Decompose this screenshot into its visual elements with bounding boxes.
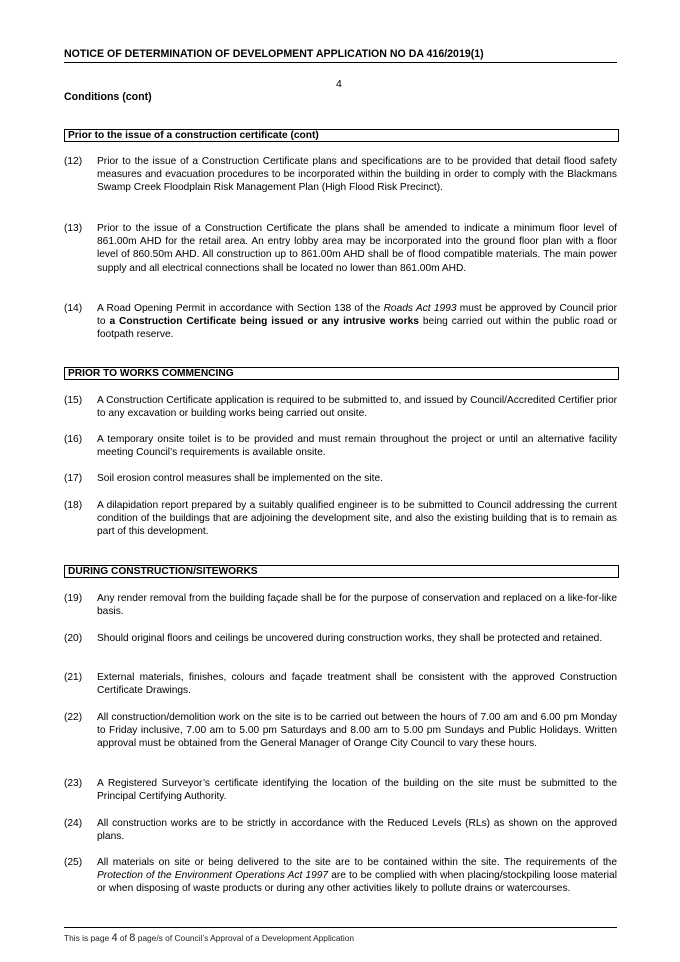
condition-text-part: must be approved by Council prior to [97,303,617,328]
condition-item [64,394,617,420]
act-name: Protection of the Environment Operations Act 1997 [97,870,329,882]
condition-item [64,671,617,697]
condition-number: (13) [64,223,83,234]
condition-number: (14) [64,303,83,314]
condition-text: Prior to the issue of a Construction Certificate the plans shall be amended to indicate a minimum floor level of 861.00m AHD for the retail area. An entry lobby area may be incorporated into the ground floor plan with a floor level of 860.50m AHD. All construction up to 861.00m AHD shall be of flood compatible materials. The main power supply and all electrical connections shall be located no lower than 861.00m AHD. [97,223,617,274]
condition-emphasis: a Construction Certificate being issued or any intrusive works [109,316,419,328]
footer-total: 8 [129,932,136,944]
condition-text-part: All materials on site or being delivered to the site are to be contained within the site. The requirements of the [97,857,617,868]
condition-number: (21) [64,672,83,683]
condition-number: (12) [64,156,83,167]
footer-suffix: page/s of Council’s Approval of a Development Application [135,933,355,943]
condition-item [64,433,617,459]
condition-item [64,632,617,645]
header-divider [64,62,617,63]
condition-number: (15) [64,395,83,406]
condition-item [64,817,617,843]
footer-prefix: This is page [64,933,112,943]
condition-item [64,222,617,275]
condition-text: A Construction Certificate application is required to be submitted to, and issued by Council/Accredited Certifier prior to any excavation or building works being carried out onsite. [97,395,617,420]
condition-text [97,302,617,342]
page-number: 4 [336,78,342,90]
condition-text [97,856,617,896]
condition-text: All construction works are to be strictly in accordance with the Reduced Levels (RLs) as shown on the approved plans. [97,818,617,843]
condition-item [64,777,617,803]
condition-number: (17) [64,473,83,484]
condition-text: Any render removal from the building façade shall be for the purpose of conservation and replaced on a like-for-like basis. [97,593,617,618]
footer-page: 4 [111,932,118,944]
condition-number: (20) [64,633,83,644]
page-footer [64,932,354,944]
condition-text-part: being carried out within the public road or footpath reserve. [97,316,617,341]
condition-text: Soil erosion control measures shall be implemented on the site. [97,473,383,484]
condition-item [64,302,617,342]
condition-number: (25) [64,857,83,868]
condition-text: All construction/demolition work on the site is to be carried out between the hours of 7.00 am and 6.00 pm Monday to Friday inclusive, 7.00 am to 5.00 pm Saturdays and 8.00 am to 5.00 pm Sundays and Public Holidays. Written approval must be obtained from the General Manager of Orange City Council to vary these hours. [97,712,617,750]
condition-text: A Registered Surveyor’s certificate identifying the location of the building on the site must be submitted to the Principal Certifying Authority. [97,778,617,803]
section-heading-construction-certificate: Prior to the issue of a construction certificate (cont) [64,129,619,142]
condition-number: (16) [64,434,83,445]
condition-text-part: A Road Opening Permit in accordance with Section 138 of the [97,303,384,314]
condition-number: (22) [64,712,83,723]
condition-number: (19) [64,593,83,604]
condition-text: Prior to the issue of a Construction Certificate plans and specifications are to be provided that detail flood safety measures and evacuation procedures to be incorporated within the building in order to comply with the Blackmans Swamp Creek Floodplain Risk Management Plan (High Flood Risk Precinct). [97,156,617,194]
footer-divider [64,927,617,928]
condition-number: (23) [64,778,83,789]
conditions-label: Conditions (cont) [64,91,152,103]
condition-item [64,155,617,195]
condition-number: (24) [64,818,83,829]
section-heading-prior-to-works: PRIOR TO WORKS COMMENCING [64,367,619,380]
section-heading-during-construction: DURING CONSTRUCTION/SITEWORKS [64,565,619,578]
document-header-title: NOTICE OF DETERMINATION OF DEVELOPMENT APPLICATION NO DA 416/2019(1) [64,48,484,60]
act-name: Roads Act 1993 [383,303,457,314]
condition-text: Should original floors and ceilings be uncovered during construction works, they shall be protected and retained. [97,633,603,644]
condition-item [64,472,617,485]
condition-item [64,711,617,751]
condition-number: (18) [64,500,83,511]
condition-text: A temporary onsite toilet is to be provided and must remain throughout the project or until an alternative facility meeting Council’s requirements is available onsite. [97,434,617,459]
condition-text: External materials, finishes, colours and façade treatment shall be consistent with the approved Construction Certificate Drawings. [97,672,617,697]
condition-item [64,499,617,539]
condition-item [64,856,617,896]
condition-text-part: are to be complied with when placing/stockpiling loose material or when disposing of waste products or during any other activities likely to pollute drains or watercourses. [97,870,617,895]
condition-item [64,592,617,618]
footer-of: of [117,933,130,943]
condition-text: A dilapidation report prepared by a suitably qualified engineer is to be submitted to Council addressing the current condition of the buildings that are adjoining the development site, and also the existing building that is to remain as part of this development. [97,500,617,538]
